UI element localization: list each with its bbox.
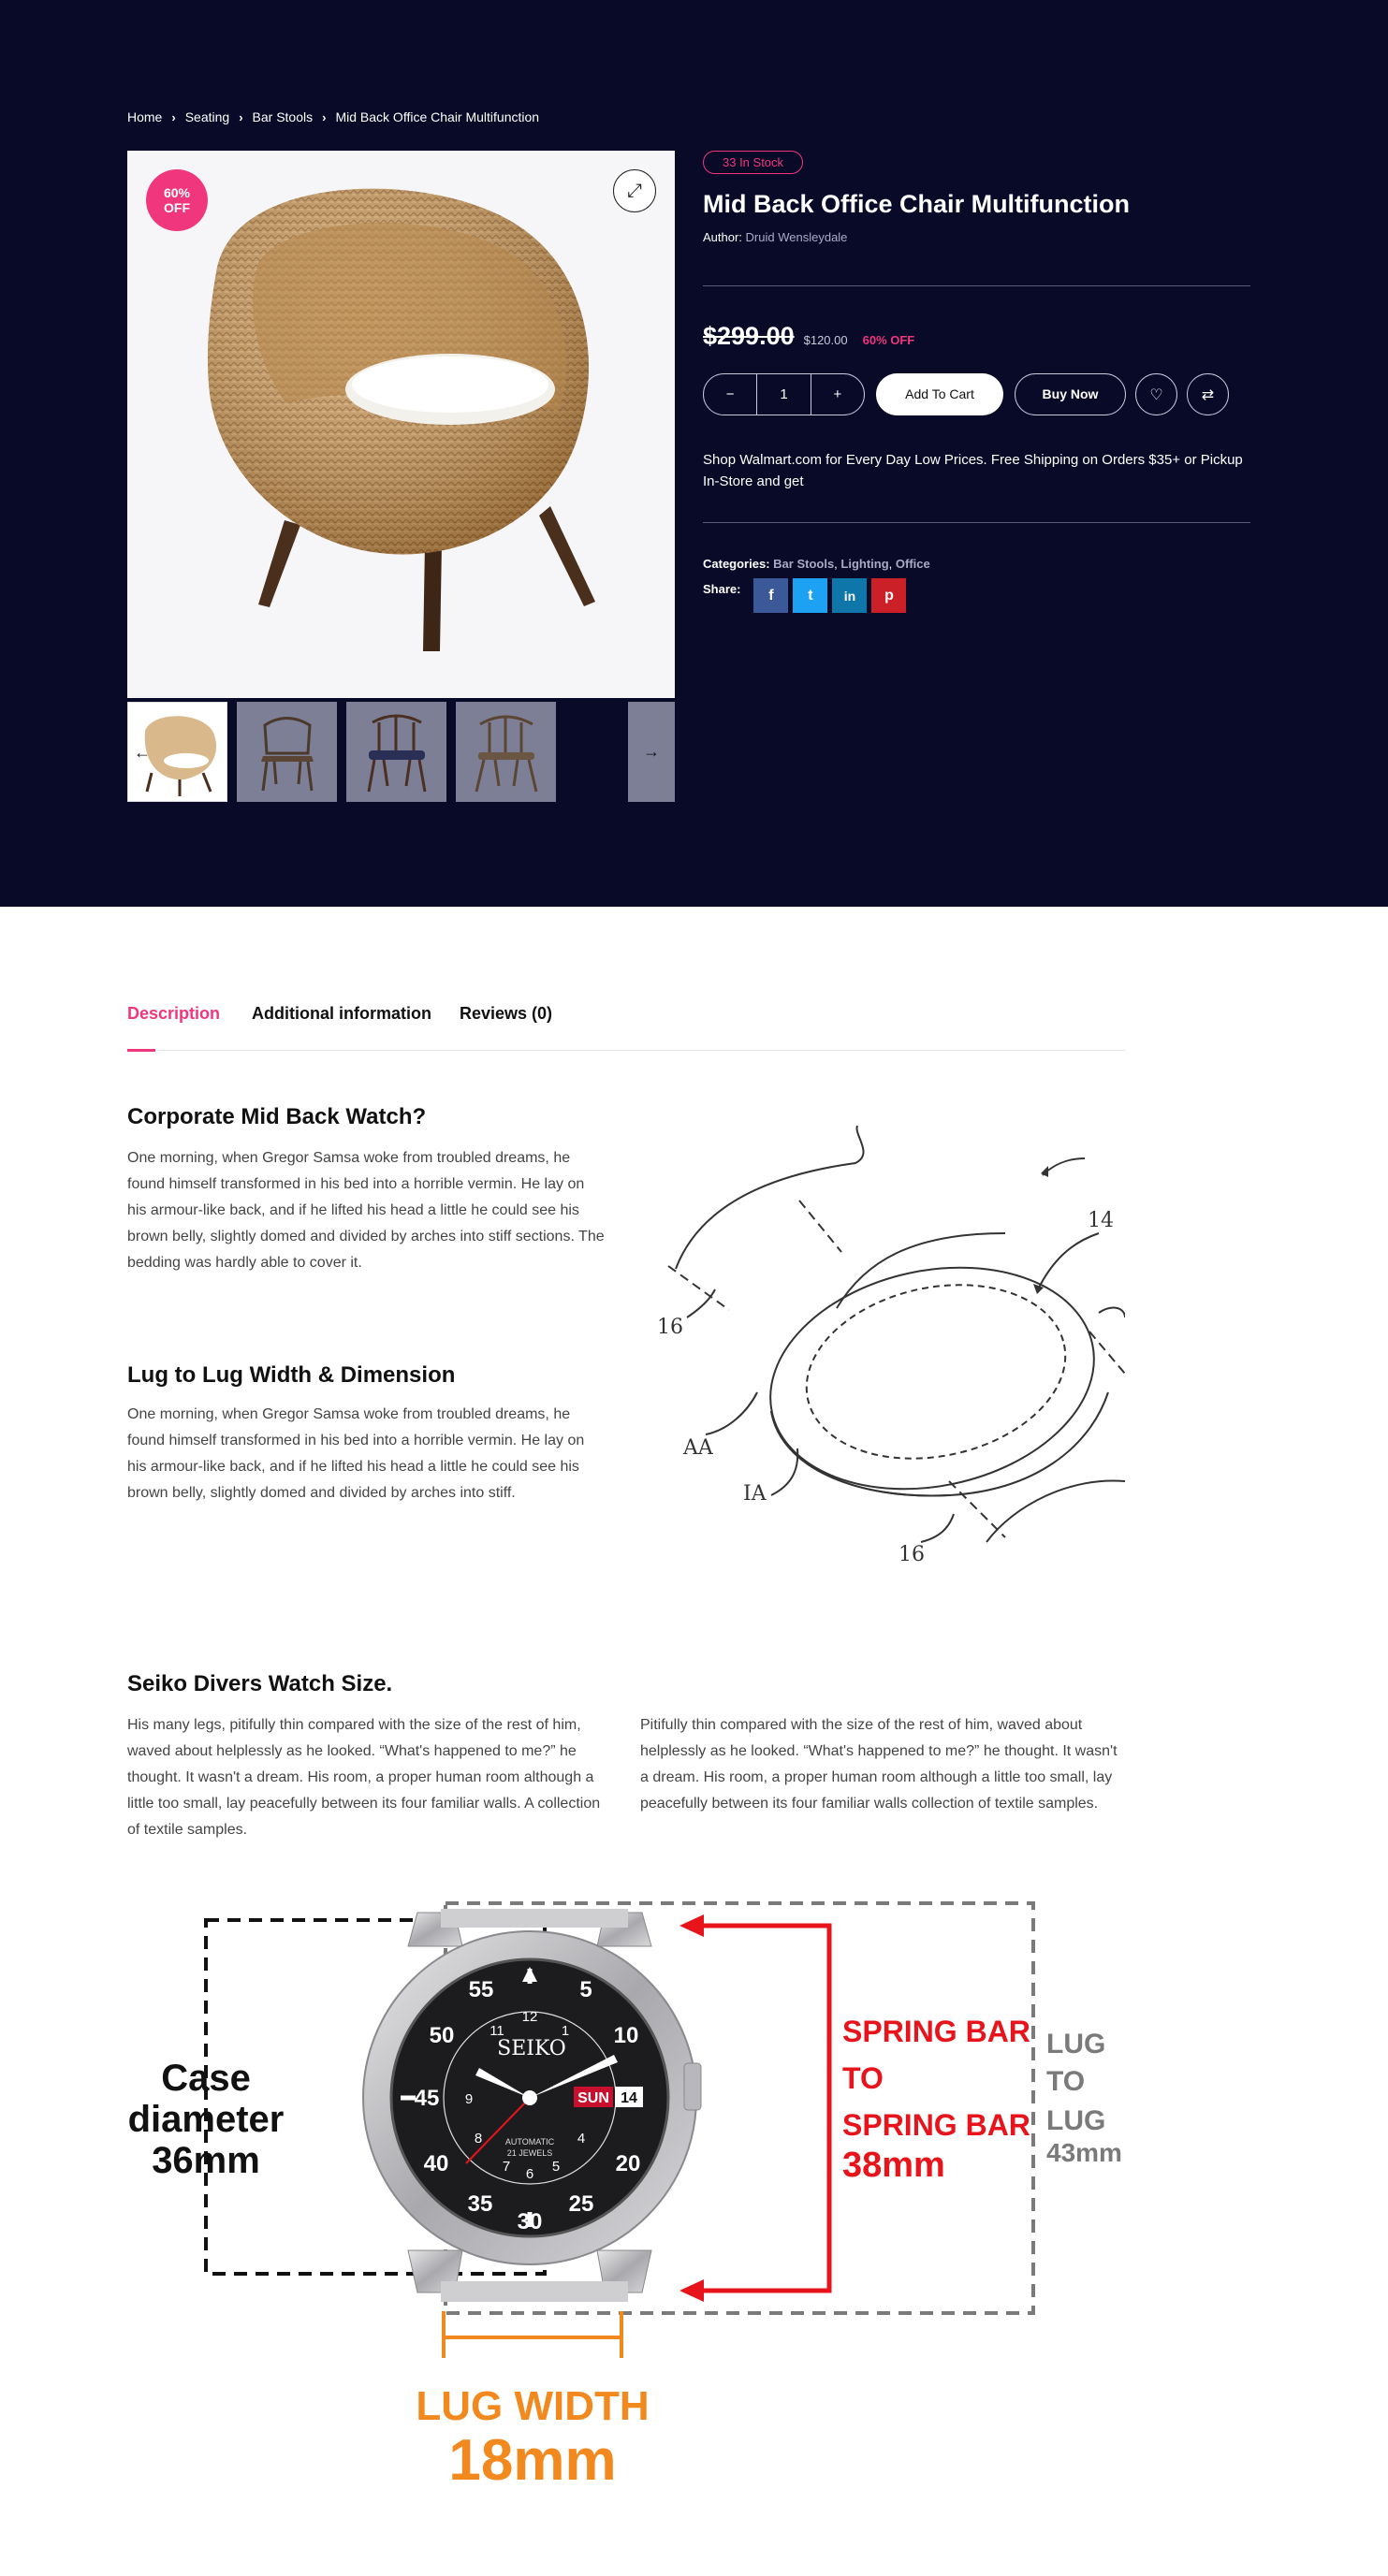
spring-label: SPRING BAR <box>842 2108 1030 2142</box>
svg-text:40: 40 <box>423 2151 449 2176</box>
lug-label: LUG <box>1046 2029 1106 2059</box>
svg-text:11: 11 <box>489 2023 504 2039</box>
product-tabs <box>127 1000 1125 1051</box>
case-label: Case <box>161 2058 251 2099</box>
heart-icon[interactable]: ♡ <box>1135 373 1177 415</box>
svg-text:9: 9 <box>464 2091 474 2107</box>
watch-size-drawing <box>109 1890 1138 2508</box>
stock-badge: 33 In Stock <box>703 151 803 174</box>
chair-thumbnail <box>237 702 337 802</box>
breadcrumb-bar-stools[interactable]: Bar Stools <box>252 109 314 124</box>
chevron-right-icon: › <box>171 109 176 124</box>
svg-text:4: 4 <box>577 2131 586 2147</box>
tab-description[interactable]: Description <box>127 1004 221 1023</box>
product-author: Author: Druid Wensleydale <box>703 230 848 244</box>
diagram-label: AA <box>683 1436 713 1460</box>
short-description: Shop Walmart.com for Every Day Low Prices. Free Shipping on Orders $35+ or Pickup In-Store and get <box>703 452 1243 489</box>
spring-label: SPRING BAR <box>842 2015 1030 2048</box>
thumbnail-gallery <box>127 702 675 802</box>
product-categories: Categories: Bar Stools, Lighting, Office <box>703 557 930 571</box>
price-old: $299.00 <box>703 322 795 350</box>
discount-badge: 60% OFF <box>146 169 208 231</box>
divider <box>703 285 1250 286</box>
section-title: Seiko Divers Watch Size. <box>127 1671 393 1696</box>
spring-label: 38mm <box>842 2146 945 2185</box>
svg-text:30: 30 <box>517 2209 543 2234</box>
facebook-icon[interactable]: f <box>753 578 788 613</box>
thumbnail-1[interactable] <box>127 702 227 802</box>
watch-dial-text: 21 JEWELS <box>506 2148 553 2158</box>
svg-text:5: 5 <box>579 1977 592 2002</box>
arrow-left-icon[interactable]: ← <box>134 743 151 762</box>
category-link[interactable]: Bar Stools <box>773 557 835 571</box>
watch-size-figure <box>109 1890 1138 2508</box>
section-text: His many legs, pitifully thin compared with the size of the rest of him, waved about helplessly as he looked. “What's happened to me?” he thought. It wasn't a dream. His room, a proper human room although a little too small, lay peacefully between its four familiar walls. A collection of textile samples. <box>127 1717 601 1838</box>
thumbnail-next[interactable] <box>628 702 675 802</box>
buy-now-button[interactable]: Buy Now <box>1015 373 1126 415</box>
diagram-label: IA <box>743 1482 767 1506</box>
svg-text:25: 25 <box>568 2191 594 2217</box>
svg-text:6: 6 <box>525 2166 534 2182</box>
compare-icon[interactable]: ⇄ <box>1187 373 1229 415</box>
svg-text:8: 8 <box>474 2131 483 2147</box>
case-label: 36mm <box>152 2140 260 2181</box>
price-new: $120.00 <box>803 333 848 347</box>
tab-reviews[interactable]: Reviews (0) <box>460 1004 553 1023</box>
watch-dial-text: AUTOMATIC <box>504 2137 555 2147</box>
breadcrumb-home[interactable]: Home <box>127 109 163 124</box>
breadcrumb-current: Mid Back Office Chair Multifunction <box>335 109 540 124</box>
lug-label: 43mm <box>1046 2138 1122 2167</box>
quantity-stepper <box>703 373 865 415</box>
lug-label: TO <box>1046 2066 1086 2097</box>
diagram-label: 16 <box>657 1316 683 1339</box>
section-text: Pitifully thin compared with the size of the rest of him, waved about helplessly as he looked. “What's happened to me?” he thought. It wasn't a dream. His room, a proper human room although a little too small, lay peacefully between its four familiar walls collection of textile samples. <box>640 1717 1118 1812</box>
breadcrumb-seating[interactable]: Seating <box>184 109 230 124</box>
svg-text:10: 10 <box>613 2023 639 2048</box>
watch-date: 14 <box>621 2090 637 2106</box>
svg-text:50: 50 <box>429 2023 455 2048</box>
lug-label: LUG <box>1046 2105 1106 2136</box>
watch-brand: SEIKO <box>497 2037 566 2060</box>
spring-label: TO <box>842 2061 884 2095</box>
section-title: Lug to Lug Width & Dimension <box>127 1362 456 1388</box>
chair-thumbnail <box>346 702 446 802</box>
breadcrumb <box>127 109 539 124</box>
case-label: diameter <box>127 2099 285 2140</box>
svg-text:45: 45 <box>414 2086 440 2111</box>
product-title: Mid Back Office Chair Multifunction <box>703 190 1131 218</box>
product-hero <box>0 0 1388 907</box>
purchase-actions <box>703 373 1250 415</box>
svg-text:1: 1 <box>561 2023 570 2039</box>
chair-image <box>127 151 675 698</box>
active-tab-indicator <box>127 1049 155 1052</box>
lug-diagram <box>640 1112 1125 1579</box>
add-to-cart-button[interactable]: Add To Cart <box>876 373 1003 415</box>
product-info <box>703 151 1250 613</box>
pinterest-icon[interactable]: p <box>871 578 906 613</box>
svg-text:55: 55 <box>468 1977 494 2002</box>
diagram-label: 14 <box>1088 1209 1114 1232</box>
arrow-right-icon[interactable]: → <box>643 742 660 761</box>
svg-text:35: 35 <box>467 2191 493 2217</box>
share-row: Share: f t in p <box>703 578 1250 613</box>
section-text: One morning, when Gregor Samsa woke from troubled dreams, he found himself transformed in his bed into a horrible vermin. He lay on his armour-like back, and if he lifted his head a little he could see his brown belly, slightly domed and divided by arches into stiff sections. The bedding was hardly able to cover it. <box>127 1150 605 1271</box>
quantity-input[interactable]: 1 <box>756 373 811 415</box>
expand-icon[interactable]: ⤢ <box>613 169 656 212</box>
quantity-increase-button[interactable]: + <box>833 386 842 402</box>
twitter-icon[interactable]: t <box>793 578 827 613</box>
lug-diagram-drawing <box>640 1112 1125 1579</box>
svg-text:5: 5 <box>551 2159 561 2175</box>
category-link[interactable]: Office <box>895 557 930 571</box>
price-row <box>703 322 1250 351</box>
thumbnail-3[interactable] <box>346 702 446 802</box>
chair-thumbnail <box>456 702 556 802</box>
product-main-image[interactable] <box>127 151 675 698</box>
diagram-label: 16 <box>899 1543 925 1566</box>
section-text: One morning, when Gregor Samsa woke from troubled dreams, he found himself transformed in his bed into a horrible vermin. He lay on his armour-like back, and if he lifted his head a little he could see his brown belly, slightly domed and divided by arches into stiff. <box>127 1406 585 1501</box>
linkedin-icon[interactable]: in <box>832 578 867 613</box>
lug-width-label: LUG WIDTH <box>416 2383 650 2429</box>
svg-text:7: 7 <box>502 2159 511 2175</box>
tab-additional-information[interactable]: Additional information <box>252 1004 431 1023</box>
author-link[interactable]: Druid Wensleydale <box>745 230 848 244</box>
price-off: 60% OFF <box>862 333 915 347</box>
svg-text:12: 12 <box>521 2009 538 2025</box>
watch-day: SUN <box>577 2090 609 2106</box>
section-title: Corporate Mid Back Watch? <box>127 1104 427 1129</box>
thumbnail-4[interactable] <box>456 702 556 802</box>
divider <box>703 522 1250 523</box>
svg-text:20: 20 <box>615 2151 641 2176</box>
lug-width-label: 18mm <box>448 2428 617 2493</box>
thumbnail-2[interactable] <box>237 702 337 802</box>
category-link[interactable]: Lighting <box>840 557 889 571</box>
chevron-right-icon: › <box>322 109 327 124</box>
quantity-decrease-button[interactable]: − <box>725 386 735 402</box>
chevron-right-icon: › <box>239 109 243 124</box>
